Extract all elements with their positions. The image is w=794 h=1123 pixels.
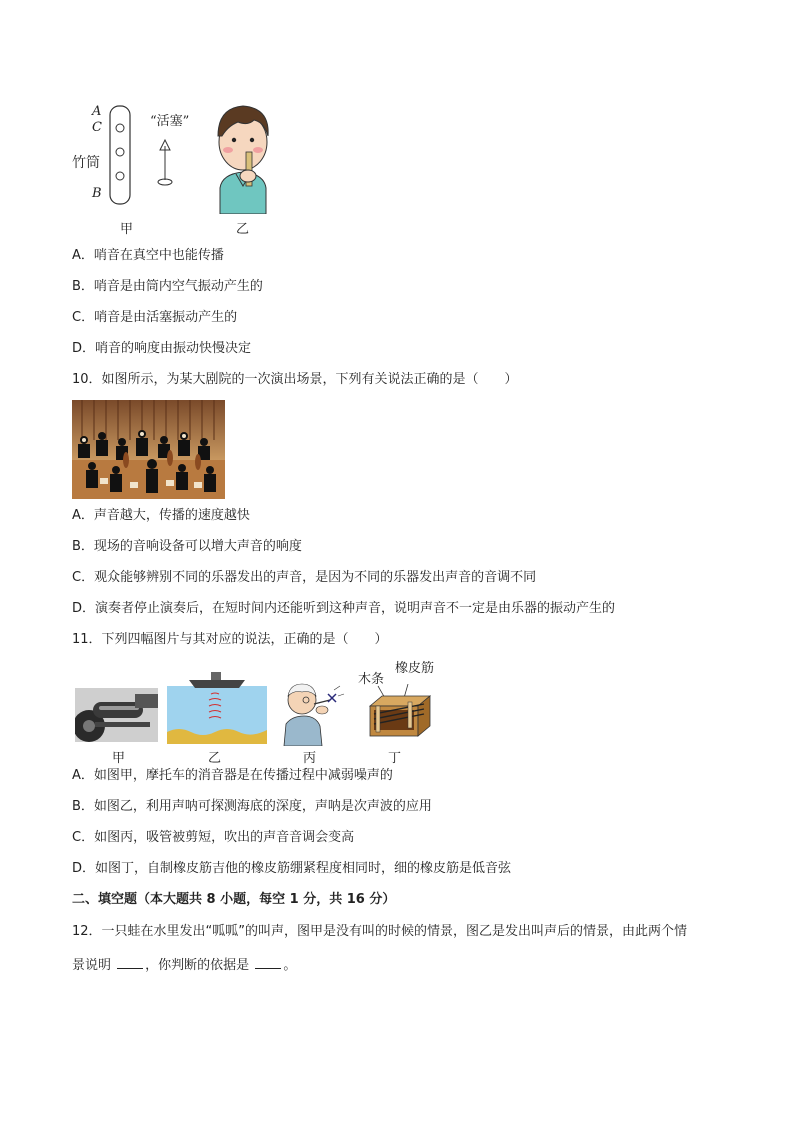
q12-blank-2[interactable] bbox=[255, 956, 281, 969]
label-tube: 竹筒 bbox=[72, 155, 100, 171]
sonar-ship-figure bbox=[167, 670, 267, 744]
caption-yi: 乙 bbox=[236, 222, 250, 237]
label-piston: “活塞” bbox=[150, 114, 190, 129]
q11-option-c: C．如图丙，吸管被剪短，吹出的声音音调会变高 bbox=[72, 830, 355, 845]
q10-option-b: B．现场的音响设备可以增大声音的响度 bbox=[72, 539, 302, 554]
q9-option-b: B．哨音是由筒内空气振动产生的 bbox=[72, 279, 263, 294]
label-a: A bbox=[92, 104, 102, 119]
orchestra-scene bbox=[72, 400, 225, 499]
q9-option-a: A．哨音在真空中也能传播 bbox=[72, 248, 224, 263]
q12-blank-1[interactable] bbox=[117, 956, 143, 969]
boy-illustration bbox=[208, 96, 278, 214]
q10-option-c: C．观众能够辨别不同的乐器发出的声音，是因为不同的乐器发出声音的音调不同 bbox=[72, 570, 537, 585]
caption-11-yi: 乙 bbox=[208, 751, 222, 766]
label-b: B bbox=[92, 186, 102, 201]
q12-line-1: 12．一只蛙在水里发出“呱呱”的叫声，图甲是没有叫的时候的情景，图乙是发出叫声后的情景，由此两个情 bbox=[72, 924, 688, 939]
q10-option-d: D．演奏者停止演奏后，在短时间内还能听到这种声音，说明声音不一定是由乐器的振动产生的 bbox=[72, 601, 616, 616]
label-rubber-band: 橡皮筋 bbox=[395, 661, 435, 676]
q11-option-a: A．如图甲，摩托车的消音器是在传播过程中减弱噪声的 bbox=[72, 768, 393, 783]
section-heading: 二、填空题（本大题共 8 小题，每空 1 分，共 16 分） bbox=[72, 892, 396, 907]
caption-11-jia: 甲 bbox=[112, 751, 126, 766]
caption-11-ding: 丁 bbox=[388, 751, 402, 766]
figure-yi-boy-blowing bbox=[208, 96, 278, 214]
sonar-drawing bbox=[167, 670, 267, 744]
motorcycle-muffler-photo bbox=[75, 688, 158, 742]
q12-line-2 bbox=[72, 956, 296, 975]
caption-jia: 甲 bbox=[120, 222, 134, 237]
q9-option-c: C．哨音是由活塞振动产生的 bbox=[72, 310, 238, 325]
concert-photo bbox=[72, 400, 225, 499]
rubber-band-guitar-figure bbox=[364, 684, 436, 742]
muffler-drawing bbox=[75, 688, 158, 742]
q10-option-a: A．声音越大，传播的速度越快 bbox=[72, 508, 250, 523]
figure-jia-bamboo-whistle bbox=[72, 100, 212, 215]
label-wood-strip: 木条 bbox=[358, 672, 385, 687]
q11-stem: 11．下列四幅图片与其对应的说法，正确的是（ ） bbox=[72, 632, 388, 647]
man-cutting-straw-figure bbox=[278, 680, 348, 746]
man-drawing bbox=[278, 680, 348, 746]
q12-text-b: ，你判断的依据是 bbox=[145, 958, 250, 973]
q9-option-d: D．哨音的响度由振动快慢决定 bbox=[72, 341, 252, 356]
q12-text-c: 。 bbox=[283, 958, 297, 973]
q12-text-a: 景说明 bbox=[72, 958, 112, 973]
guitar-box-drawing bbox=[364, 684, 436, 742]
tube-and-piston-drawing bbox=[72, 100, 212, 215]
q11-option-d: D．如图丁，自制橡皮筋吉他的橡皮筋绷紧程度相同时，细的橡皮筋是低音弦 bbox=[72, 861, 512, 876]
q10-stem: 10．如图所示，为某大剧院的一次演出场景，下列有关说法正确的是（ ） bbox=[72, 372, 518, 387]
q11-option-b: B．如图乙，利用声呐可探测海底的深度，声呐是次声波的应用 bbox=[72, 799, 432, 814]
label-c: C bbox=[92, 120, 102, 135]
caption-11-bing: 丙 bbox=[303, 751, 317, 766]
